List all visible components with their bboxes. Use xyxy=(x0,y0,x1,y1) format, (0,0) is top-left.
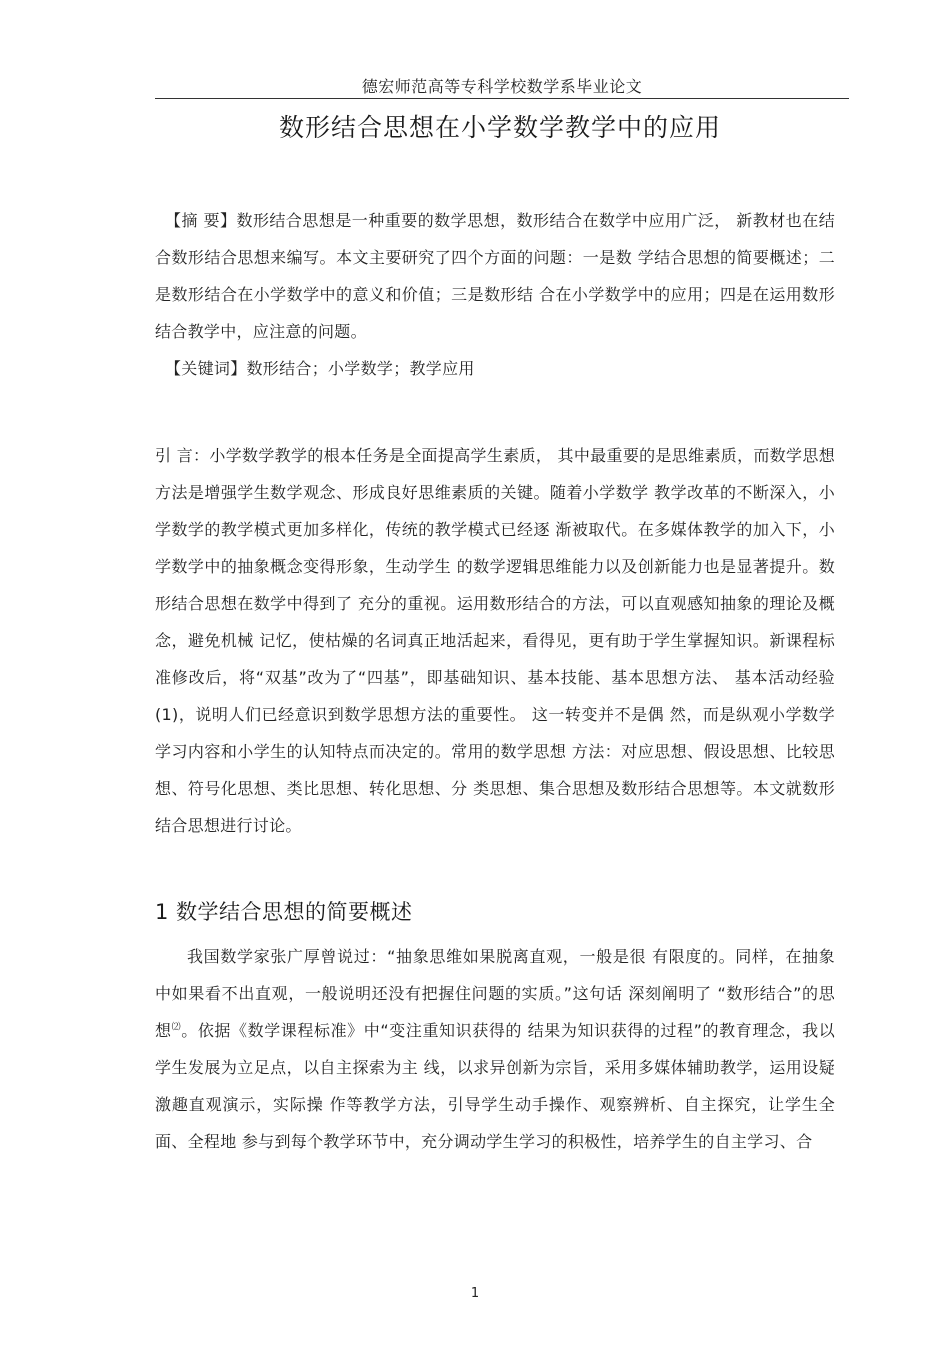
abstract-paragraph: 【摘 要】数形结合思想是一种重要的数学思想，数形结合在数学中应用广泛， 新教材也在结合数形结合思想来编写。本文主要研究了四个方面的问题：一是数 学结合思想的简要概述；二是数形结合在小学数学中的意义和价值；三是数形结 合在小学数学中的应用；四是在运用数形结合教学中，应注意的问题。 xyxy=(155,211,835,341)
page-number: 1 xyxy=(470,1286,480,1301)
introduction-paragraph xyxy=(155,437,835,844)
section-1-paragraph xyxy=(155,938,835,1160)
citation-ref-1: (1) xyxy=(155,705,179,724)
section1-text-part2: 。依据《数学课程标准》中“变注重知识获得的 结果为知识获得的过程”的教育理念，我以学生发展为立足点，以自主探索为主 线，以求异创新为宗旨，采用多媒体辅助教学，运用设疑激趣直观演示，实际操 作等教学方法，引导学生动手操作、观察辨析、自主探究，让学生全面、全程地 参与到每个教学环节中，充分调动学生学习的积极性，培养学生的自主学习、合 xyxy=(155,1021,835,1151)
running-header: 德宏师范高等专科学校数学系毕业论文 xyxy=(361,77,643,96)
section-1-heading: 1 数学结合思想的简要概述 xyxy=(155,900,413,924)
header-rule xyxy=(155,98,849,99)
intro-text-part2: ，说明人们已经意识到数学思想方法的重要性。 这一转变并不是偶 然，而是纵观小学数学学习内容和小学生的认知特点而决定的。常用的数学思想 方法：对应思想、假设思想、比较思想、符号化思想、类比思想、转化思想、分 类思想、集合思想及数形结合思想等。本文就数形结合思想进行讨论。 xyxy=(155,705,835,835)
intro-text-part1: 引 言：小学数学教学的根本任务是全面提高学生素质， 其中最重要的是思维素质，而数学思想方法是增强学生数学观念、形成良好思维素质的关键。随着小学数学 教学改革的不断深入，小学数学的教学模式更加多样化，传统的教学模式已经逐 渐被取代。在多媒体教学的加入下，小学数学中的抽象概念变得形象，生动学生 的数学逻辑思维能力以及创新能力也是显著提升。数形结合思想在数学中得到了 充分的重视。运用数形结合的方法，可以直观感知抽象的理论及概念，避免机械 记忆，使枯燥的名词真正地活起来，看得见，更有助于学生掌握知识。新课程标 准修改后，将“双基”改为了“四基”，即基础知识、基本技能、基本思想方法、 基本活动经验 xyxy=(155,446,835,687)
paper-title: 数形结合思想在小学数学教学中的应用 xyxy=(278,113,721,142)
citation-ref-2: ⑵ xyxy=(171,1022,182,1033)
section1-text-part1: 我国数学家张广厚曾说过：“抽象思维如果脱离直观，一般是很 有限度的。同样，在抽象中如果看不出直观，一般说明还没有把握住问题的实质。”这句话 深刻阐明了 “数形结合”的思想 xyxy=(155,947,835,1040)
keywords-line: 【关键词】数形结合；小学数学；教学应用 xyxy=(165,359,475,378)
